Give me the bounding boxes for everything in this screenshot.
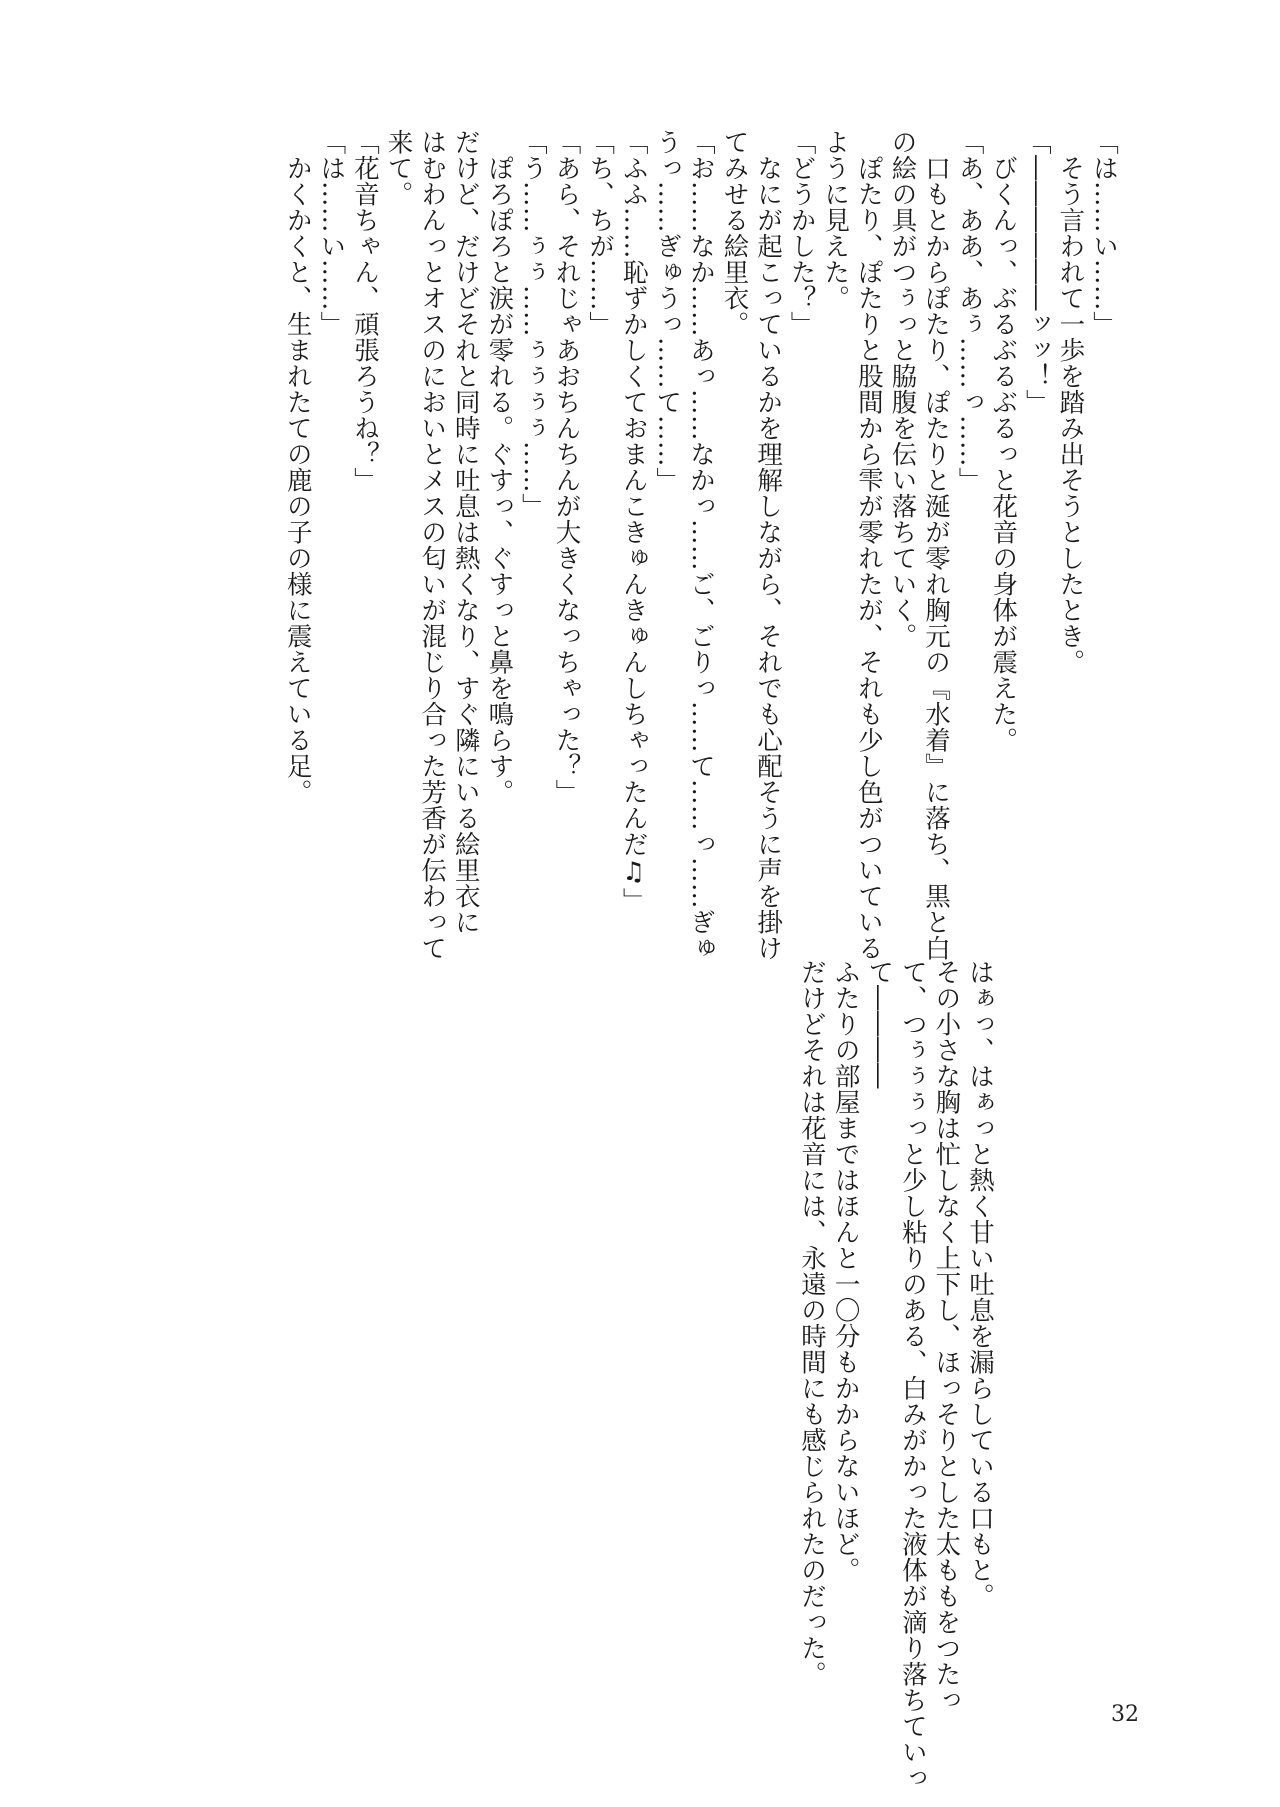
text-line: 「ふふ……恥ずかしくておまんこきゅんきゅんしちゃったんだ♫」 bbox=[618, 129, 649, 914]
text-line: 「あ、ああ、あぅ……っ……」 bbox=[954, 129, 985, 493]
text-line: 「う……ぅぅ……ぅぅぅぅ……」 bbox=[517, 129, 548, 519]
text-line: 「花音ちゃん、頑張ろうね？」 bbox=[349, 129, 380, 493]
text-line: ぽろぽろと涙が零れる。ぐすっ、ぐすっと鼻を鳴らす。 bbox=[484, 129, 515, 805]
text-line: だけど、だけどそれと同時に吐息は熱くなり、すぐ隣にいる絵里衣に bbox=[450, 129, 481, 935]
text-line: かくかくと、生まれたての鹿の子の様に震えている足。 bbox=[282, 129, 313, 805]
text-line: 「は……い……」 bbox=[316, 129, 347, 337]
text-line: 来て。 bbox=[383, 129, 414, 207]
text-line: 「あら、それじゃあおちんちんが大きくなっちゃった？」 bbox=[551, 129, 582, 805]
text-line: ぽたり、ぽたりと股間から雫が零れたが、それも少し色がついている bbox=[853, 129, 884, 961]
text-line: 「は……い……」 bbox=[1089, 129, 1119, 337]
text-line: て、つぅぅぅっと少し粘りのある、白みがかった液体が滴り落ちていっ bbox=[897, 959, 928, 1791]
text-line: て―――― bbox=[864, 959, 895, 1089]
text-line: 「――――――ッッ！」 bbox=[1021, 129, 1052, 415]
text-line: てみせる絵里衣。 bbox=[719, 129, 750, 337]
text-line: の絵の具がつぅっと脇腹を伝い落ちていく。 bbox=[887, 129, 918, 649]
text-line: 「お……なか……あっ……なかっ……ご、ごりっ……て……っ……ぎゅ bbox=[685, 129, 716, 961]
text-line: ふたりの部屋まではほんと一〇分もかからないほど。 bbox=[830, 959, 861, 1583]
text-line: うっ……ぎゅうっ……て……」 bbox=[652, 129, 683, 493]
lower-text-block bbox=[794, 959, 996, 1791]
text-line: その小さな胸は忙しなく上下し、ほっそりとした太ももをつたっ bbox=[931, 959, 962, 1713]
text-line: 「ち、ちが……」 bbox=[585, 129, 616, 337]
text-line: 口もとからぽたり、ぽたりと涎が零れ胸元の『水着』に落ち、黒と白 bbox=[921, 129, 952, 961]
text-line: びくんっ、ぶるぶるぶるっと花音の身体が震えた。 bbox=[988, 129, 1019, 753]
text-line: ように見えた。 bbox=[820, 129, 851, 311]
upper-text-block bbox=[280, 129, 1120, 961]
text-line: だけどそれは花音には、永遠の時間にも感じられたのだった。 bbox=[797, 959, 828, 1687]
text-line: なにが起こっているかを理解しながら、それでも心配そうに声を掛け bbox=[753, 129, 784, 961]
text-line: はむわんっとオスのにおいとメスの匂いが混じり合った芳香が伝わって bbox=[417, 129, 448, 961]
text-line: はぁっ、はぁっと熱く甘い吐息を漏らしている口もと。 bbox=[965, 959, 995, 1609]
text-line: 「どうかした？」 bbox=[786, 129, 817, 337]
text-line: そう言われて一歩を踏み出そうとしたとき。 bbox=[1055, 129, 1086, 675]
page-number: 32 bbox=[1111, 1702, 1139, 1727]
